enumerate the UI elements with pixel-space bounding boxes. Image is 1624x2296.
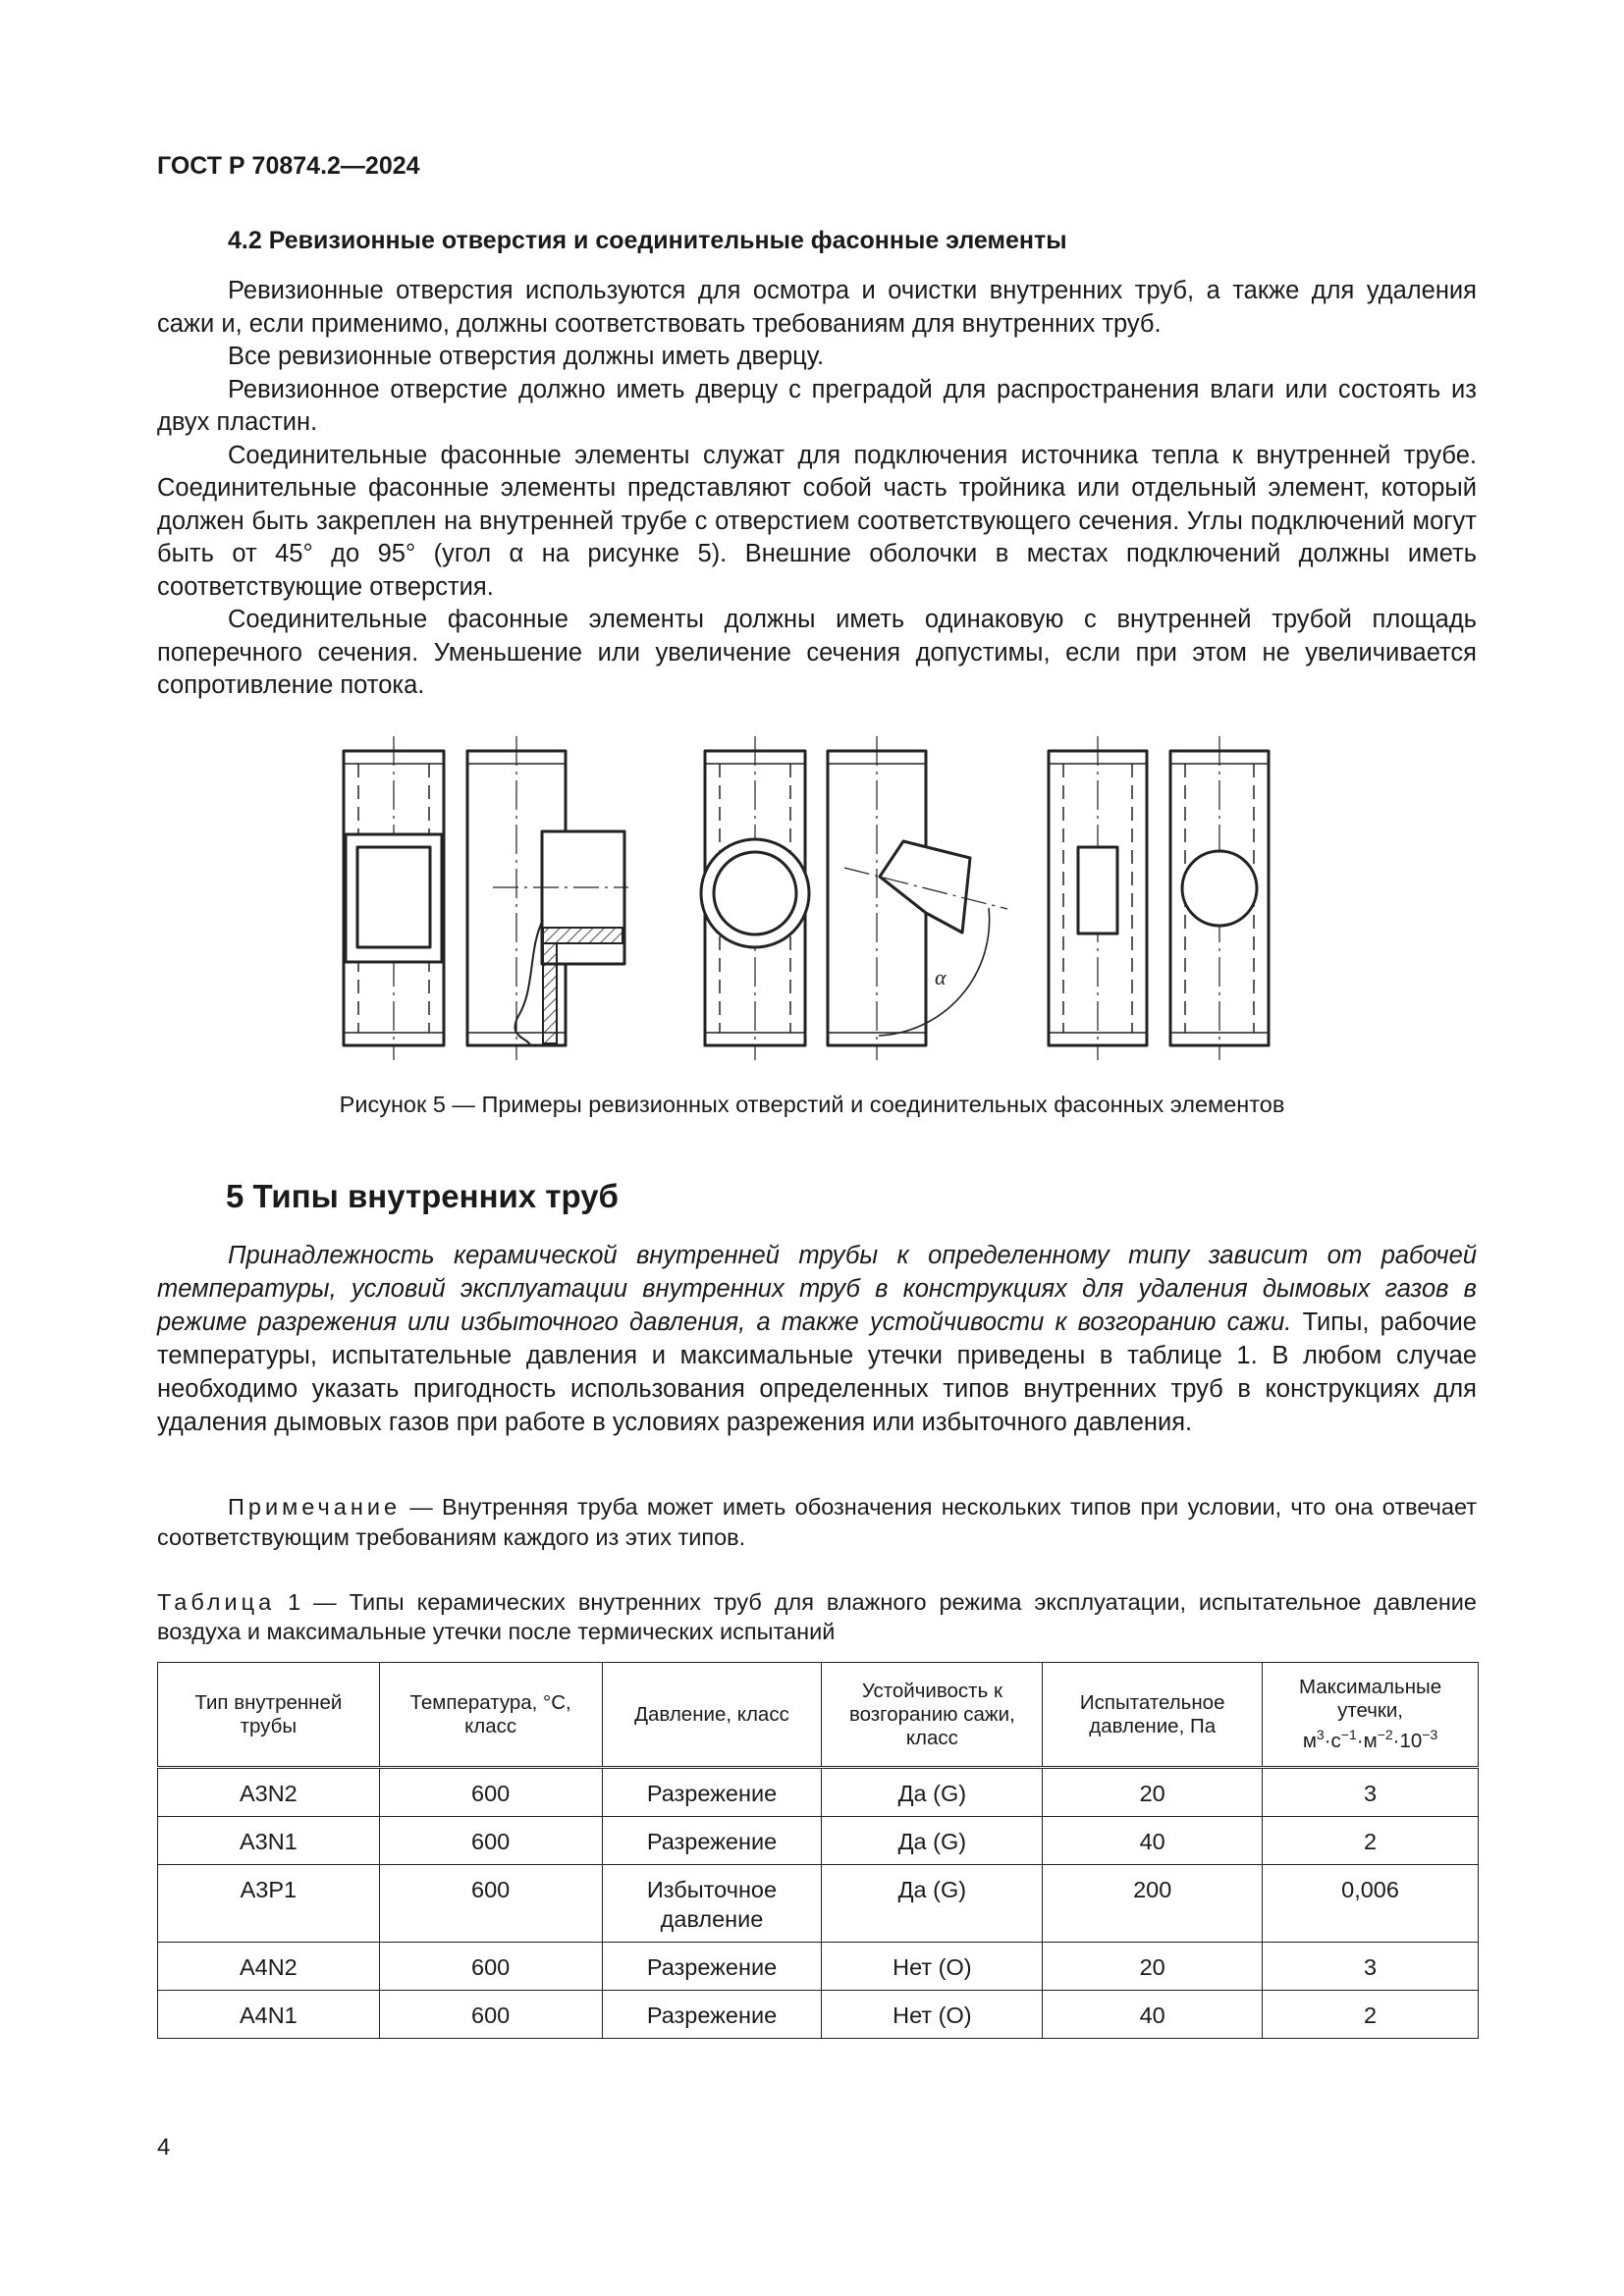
text: В любом случае необходимо указать пригодность использования определенных типов внутренних труб в конструкциях для удаления дымовых газов при работе в условиях разрежения или избыточного давления. (157, 1342, 1477, 1436)
cell-temperature: 600 (379, 1991, 602, 2039)
cell-pressure: Избыточное давление (602, 1865, 822, 1943)
table-1-caption (157, 1587, 1477, 1646)
cell-pressure: Разрежение (602, 1768, 822, 1817)
cell-soot: Да (G) (822, 1817, 1043, 1865)
pipe-front-round-hole (1170, 736, 1269, 1060)
table-row (158, 1768, 1479, 1817)
paragraph: Ревизионные отверстия используются для осмотра и очистки внутренних труб, а также для удаления сажи и, если применимо, должны соответствовать требованиям для внутренних труб. (157, 277, 1477, 338)
pipe-front-round-opening (701, 736, 809, 1060)
table-row (158, 1817, 1479, 1865)
cell-type: A3N2 (158, 1768, 380, 1817)
header-leak-text: Максимальные утечки, (1298, 1676, 1442, 1723)
header-test-pressure: Испытательное давление, Па (1043, 1663, 1263, 1768)
paragraph: Ревизионное отверстие должно иметь дверцу с преградой для распространения влаги или состоять из двух пластин. (157, 375, 1477, 436)
cell-pressure: Разрежение (602, 1943, 822, 1991)
cell-soot: Да (G) (822, 1768, 1043, 1817)
paragraph: Соединительные фасонные элементы должны иметь одинаковую с внутренней трубой площадь поперечного сечения. Уменьшение или увеличение сечения допустимы, если при этом не увеличивается сопротивление потока. (157, 606, 1477, 699)
document-header: ГОСТ Р 70874.2—2024 (157, 152, 420, 180)
paragraph (157, 1239, 1477, 1439)
cell-soot: Нет (O) (822, 1943, 1043, 1991)
cell-soot: Нет (O) (822, 1991, 1043, 2039)
section-4-2-body (157, 275, 1477, 703)
cell-type: A4N1 (158, 1991, 380, 2039)
cell-type: A3N1 (158, 1817, 380, 1865)
cell-max-leak: 2 (1263, 1991, 1479, 2039)
cell-test-pressure: 200 (1043, 1865, 1263, 1943)
pipe-front-small-rect-opening (1049, 736, 1147, 1060)
note-text: — Внутренняя труба может иметь обозначения нескольких типов при условии, что она отвечает соответствующим требованиям каждого из этих типов. (157, 1494, 1477, 1550)
table-caption-text: 1 — Типы керамических внутренних труб для влажного режима эксплуатации, испытательное давление воздуха и максимальные утечки после термических испытаний (157, 1589, 1477, 1644)
cell-test-pressure: 40 (1043, 1817, 1263, 1865)
table-row (158, 1943, 1479, 1991)
table-header-row (158, 1663, 1479, 1768)
text: Типы, рабочие температуры, испытательные давления и максимальные утечки приведены в таблице 1. (157, 1308, 1477, 1369)
figure-5-caption: Рисунок 5 — Примеры ревизионных отверстий и соединительных фасонных элементов (339, 1092, 1285, 1117)
table-row (158, 1865, 1479, 1943)
table-1 (157, 1662, 1479, 2039)
header-soot-resistance: Устойчивость к возгоранию сажи, класс (822, 1663, 1043, 1768)
note-label: Примечание (228, 1494, 402, 1520)
cell-max-leak: 0,006 (1263, 1865, 1479, 1943)
cell-test-pressure: 20 (1043, 1943, 1263, 1991)
cell-temperature: 600 (379, 1865, 602, 1943)
cell-temperature: 600 (379, 1943, 602, 1991)
section-5-heading: 5 Типы внутренних труб (226, 1178, 619, 1214)
cell-temperature: 600 (379, 1768, 602, 1817)
paragraph: Соединительные фасонные элементы служат для подключения источника тепла к внутренней трубе. Соединительные фасонные элементы представляют собой часть тройника или отдельный элемент, который должен быть закреплен на внутренней трубе с отверстием соответствующего сечения. Углы подключений могут быть от 45° до 95° (угол α на рисунке 5). Внешние оболочки в местах подключений должны иметь соответствующие отверстия. (157, 441, 1477, 601)
italic-text: Принадлежность керамической внутренней трубы к определенному типу зависит от рабочей температуры, условий эксплуатации внутренних труб в конструкциях для удаления дымовых газов в режиме разрежения или избыточного давления, а также устойчивости к возгоранию сажи. (157, 1242, 1477, 1336)
pipe-side-straight-tee (467, 736, 628, 1060)
table-caption-label: Таблица (157, 1589, 276, 1615)
header-max-leak (1263, 1663, 1479, 1768)
angle-alpha-label: α (935, 965, 947, 989)
cell-type: A4N2 (158, 1943, 380, 1991)
cell-pressure: Разрежение (602, 1817, 822, 1865)
pipe-side-angled-tee (828, 736, 1007, 1060)
cell-soot: Да (G) (822, 1865, 1043, 1943)
header-temperature: Температура, °С, класс (379, 1663, 602, 1768)
section-4-2-heading: 4.2 Ревизионные отверстия и соединительные фасонные элементы (228, 227, 1067, 254)
page-number: 4 (157, 2134, 171, 2161)
cell-max-leak: 3 (1263, 1943, 1479, 1991)
cell-type: A3P1 (158, 1865, 380, 1943)
header-type: Тип внутренней трубы (158, 1663, 380, 1768)
cell-max-leak: 3 (1263, 1768, 1479, 1817)
figure-5-drawing (334, 731, 1316, 1075)
note (157, 1492, 1477, 1553)
header-leak-unit: $м^3\cdot с^{-1}\cdot м^{-2}\cdot 10^{-3}$ (1302, 1727, 1438, 1752)
pipe-front-rect-opening (344, 736, 444, 1060)
paragraph: Все ревизионные отверстия должны иметь дверцу. (228, 343, 825, 370)
table-row (158, 1991, 1479, 2039)
cell-temperature: 600 (379, 1817, 602, 1865)
header-pressure: Давление, класс (602, 1663, 822, 1768)
cell-test-pressure: 40 (1043, 1991, 1263, 2039)
cell-max-leak: 2 (1263, 1817, 1479, 1865)
section-5-body (157, 1239, 1477, 1439)
cell-pressure: Разрежение (602, 1991, 822, 2039)
cell-test-pressure: 20 (1043, 1768, 1263, 1817)
